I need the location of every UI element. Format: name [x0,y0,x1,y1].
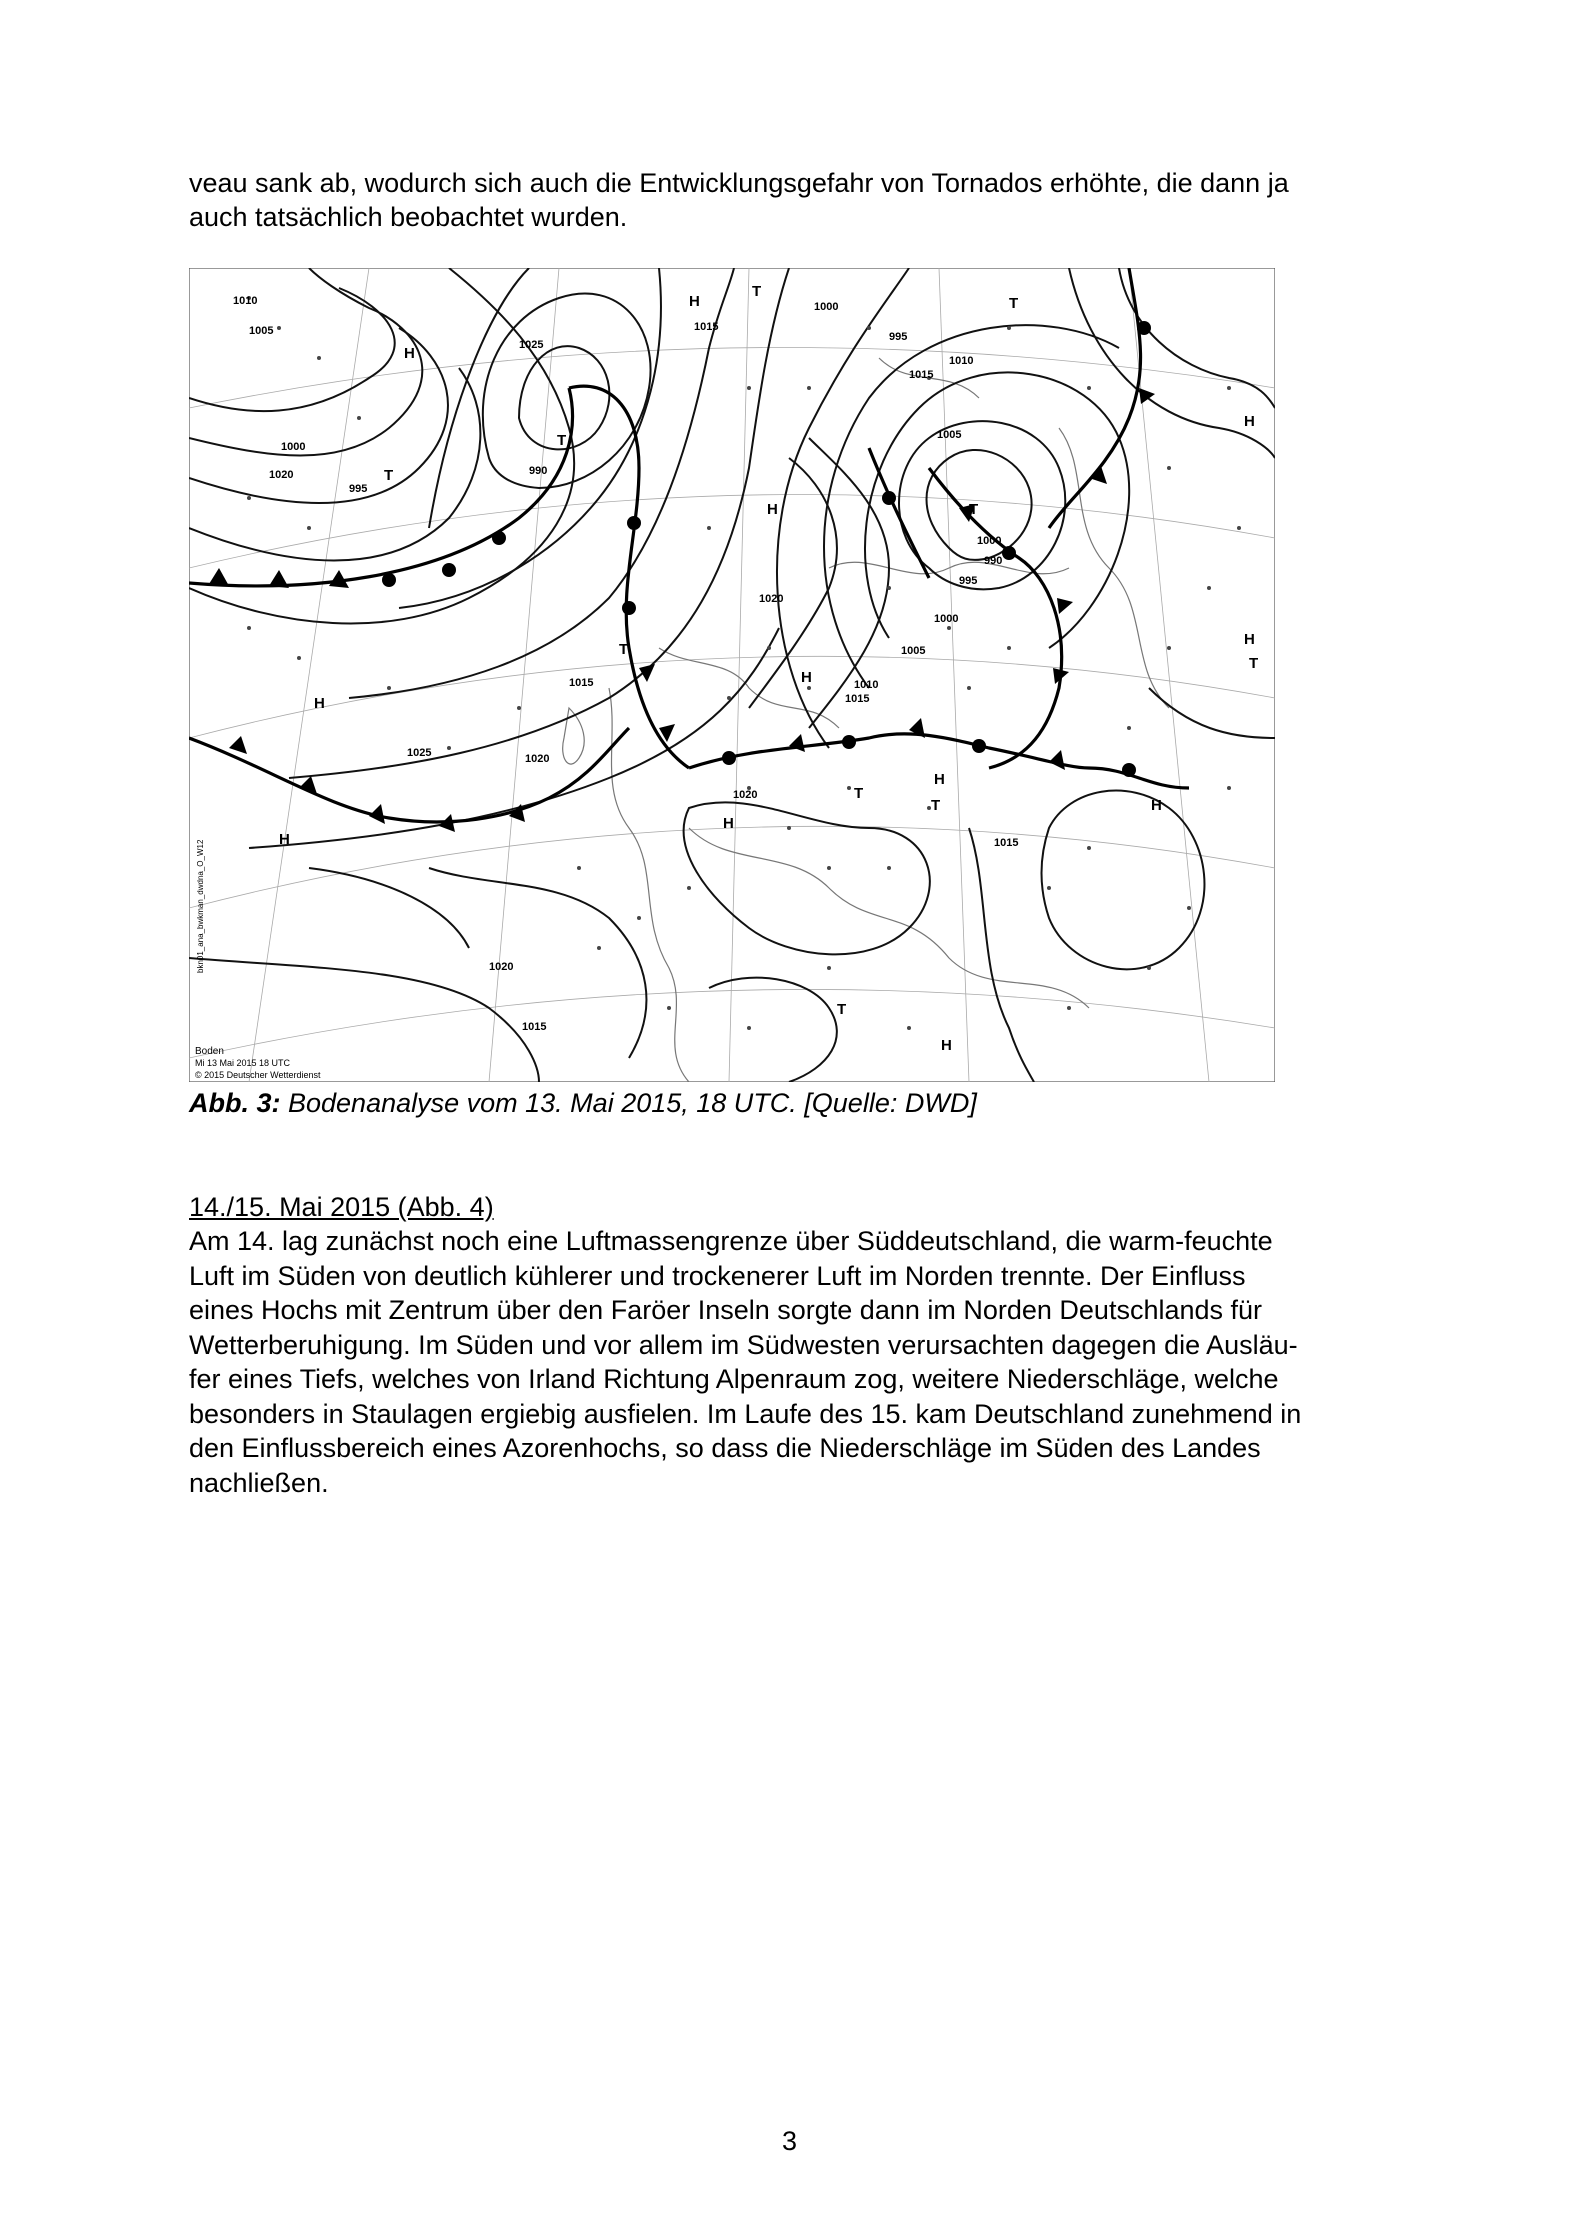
pressure-center: H [767,501,778,518]
map-label-date: Mi 13 Mai 2015 18 UTC [195,1058,291,1068]
isobar-label: 1005 [901,645,926,657]
isobar-label: 990 [529,465,548,477]
pressure-center: H [404,345,415,362]
pressure-center: H [1151,797,1162,814]
isobar-label: 1015 [694,321,719,333]
isobar-label: 1000 [977,535,1002,547]
isobar-label: 1010 [854,679,879,691]
map-label-boden: Boden [195,1046,224,1057]
pressure-center: T [619,641,629,658]
pressure-center: H [689,293,700,310]
isobar-label: 1025 [519,339,544,351]
caption-label: Abb. 3: [189,1088,281,1118]
isobar-label: 1005 [937,429,962,441]
surface-analysis-map [189,268,1275,1082]
isobar-label: 1020 [269,469,294,481]
isobar-label: 1020 [759,593,784,605]
pressure-center: H [314,695,325,712]
isobar-label: 990 [984,555,1003,567]
body-line: nachließen. [189,1467,329,1498]
isobar-label: 1020 [733,789,758,801]
pressure-center: H [279,831,290,848]
pressure-center: H [1244,631,1255,648]
isobar-label: 1015 [569,677,594,689]
intro-line: auch tatsächlich beobachtet wurden. [189,202,628,232]
body-line: besonders in Staulagen ergiebig ausfielen. Im Laufe des 15. kam Deutschland zunehmend in [189,1398,1302,1429]
pressure-center: T [1009,295,1019,312]
body-line: eines Hochs mit Zentrum über den Faröer Inseln sorgte dann im Norden Deutschlands für [189,1295,1263,1325]
isobar-label: 1025 [407,747,432,759]
pressure-center: H [941,1037,952,1054]
map-label-copyright: © 2015 Deutscher Wetterdienst [195,1070,321,1080]
body-line: den Einflussbereich eines Azorenhochs, so dass die Niederschläge im Süden des Landes [189,1433,1261,1463]
body-line: Am 14. lag zunächst noch eine Luftmassengrenze über Süddeutschland, die warm-feuchte [189,1226,1273,1256]
isobar-label: 995 [349,483,368,495]
pressure-center: T [969,501,979,518]
pressure-center: H [934,771,945,788]
isobar-label: 1000 [934,613,959,625]
isobar-label: 995 [959,575,978,587]
isobar-label: 1010 [233,295,258,307]
pressure-center: T [752,283,762,300]
pressure-center: T [1249,655,1259,672]
weather-map-svg [189,268,1275,1082]
pressure-center: H [1244,413,1255,430]
section-heading: 14./15. Mai 2015 (Abb. 4) [189,1192,494,1222]
pressure-center: H [723,815,734,832]
intro-paragraph [189,166,1409,234]
isobar-label: 1000 [814,301,839,313]
pressure-center: T [837,1001,847,1018]
pressure-center: T [931,797,941,814]
isobar-label: 1020 [489,961,514,973]
figure-caption [189,1088,977,1119]
isobar-label: 1015 [994,837,1019,849]
map-side-code: bkn01_ana_bwkman_dwdna_O_W12 [196,839,205,973]
body-line: fer eines Tiefs, welches von Irland Richtung Alpenraum zog, weitere Niederschläge, welche [189,1364,1279,1394]
caption-text: Bodenanalyse vom 13. Mai 2015, 18 UTC. [Quelle: DWD] [280,1088,977,1118]
page-number: 3 [782,2126,798,2156]
isobar-label: 1000 [281,441,306,453]
body-paragraph [189,1224,1419,1500]
isobar-label: 995 [889,331,908,343]
pressure-center: T [557,432,567,449]
isobar-label: 1005 [249,325,274,337]
isobar-label: 1020 [525,753,550,765]
intro-line: veau sank ab, wodurch sich auch die Entwicklungsgefahr von Tornados erhöhte, die dann ja [189,168,1289,198]
pressure-center: T [854,785,864,802]
body-line: Luft im Süden von deutlich kühlerer und trockenerer Luft im Norden trennte. Der Einfluss [189,1260,1246,1291]
isobar-label: 1015 [845,693,870,705]
pressure-center: T [384,467,394,484]
isobar-label: 1015 [909,369,934,381]
body-line: Wetterberuhigung. Im Süden und vor allem im Südwesten verursachten dagegen die Ausläu- [189,1329,1298,1360]
isobar-label: 1015 [522,1021,547,1033]
pressure-center: H [801,669,812,686]
isobar-label: 1010 [949,355,974,367]
